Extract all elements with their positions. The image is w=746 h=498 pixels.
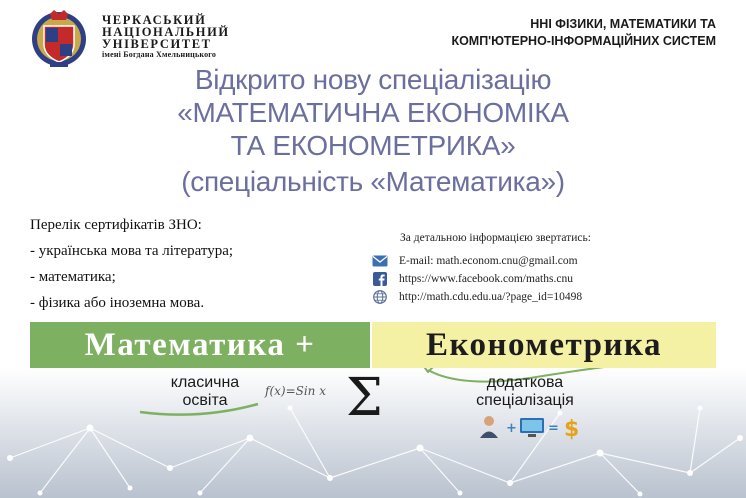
certificate-item: - фізика або іноземна мова. bbox=[30, 295, 205, 311]
banner-mathematics-label: Математика + bbox=[84, 327, 316, 363]
university-line-1: ЧЕРКАСЬКИЙ bbox=[102, 13, 207, 27]
contact-email[interactable]: E-mail: math.econom.cnu@gmail.com bbox=[399, 255, 578, 267]
headline-line-4: (спеціальність «Математика») bbox=[181, 166, 565, 197]
person-computer-money-icon bbox=[478, 414, 588, 440]
certificates-title: Перелік сертифікатів ЗНО: bbox=[30, 217, 202, 233]
svg-text:+: + bbox=[506, 421, 517, 436]
contact-website[interactable]: http://math.cdu.edu.ua/?page_id=10498 bbox=[399, 291, 583, 303]
university-logo-icon bbox=[30, 8, 88, 68]
classic-line-1: класична bbox=[170, 374, 240, 391]
university-name bbox=[102, 14, 230, 60]
classic-education-label bbox=[150, 374, 260, 410]
university-line-4: імені Богдана Хмельницького bbox=[102, 50, 217, 59]
extra-line-2: спеціалізація bbox=[476, 392, 574, 409]
university-line-3: УНІВЕРСИТЕТ bbox=[102, 37, 212, 51]
university-line-2: НАЦІОНАЛЬНИЙ bbox=[102, 25, 230, 39]
banner-econometrics bbox=[372, 322, 716, 368]
formula-label: f(x)=Sin x bbox=[265, 384, 326, 398]
svg-text:$: $ bbox=[564, 417, 580, 440]
extra-line-1: додаткова bbox=[486, 374, 564, 391]
globe-icon bbox=[372, 290, 388, 304]
contact-website-row[interactable] bbox=[372, 288, 582, 306]
certificate-item: - українська мова та література; bbox=[30, 243, 234, 259]
banner-mathematics bbox=[30, 322, 370, 368]
institute-name bbox=[451, 16, 716, 50]
certificate-item: - математика; bbox=[30, 269, 116, 285]
additional-specialization-label bbox=[455, 374, 595, 410]
institute-line-2: КОМП'ЮТЕРНО-ІНФОРМАЦІЙНИХ СИСТЕМ bbox=[451, 34, 716, 48]
email-icon bbox=[372, 254, 388, 268]
contact-facebook[interactable]: https://www.facebook.com/maths.cnu bbox=[399, 273, 573, 285]
contact-facebook-row[interactable] bbox=[372, 270, 573, 288]
headline-line-3: ТА ЕКОНОМЕТРИКА» bbox=[230, 130, 516, 161]
certificates-list bbox=[30, 212, 233, 316]
headline-line-1: Відкрито нову спеціалізацію bbox=[194, 64, 552, 95]
institute-line-1: ННІ ФІЗИКИ, МАТЕМАТИКИ ТА bbox=[530, 17, 716, 31]
sigma-symbol: Σ bbox=[346, 368, 383, 428]
facebook-icon bbox=[372, 272, 388, 286]
contact-email-row[interactable] bbox=[372, 252, 578, 270]
contacts-title: За детальною інформацією звертатись: bbox=[400, 232, 591, 244]
classic-line-2: освіта bbox=[182, 392, 228, 409]
headline-line-2: «МАТЕМАТИЧНА ЕКОНОМІКА bbox=[177, 97, 569, 128]
svg-text:=: = bbox=[548, 421, 559, 436]
banner-econometrics-label: Економетрика bbox=[425, 327, 663, 363]
